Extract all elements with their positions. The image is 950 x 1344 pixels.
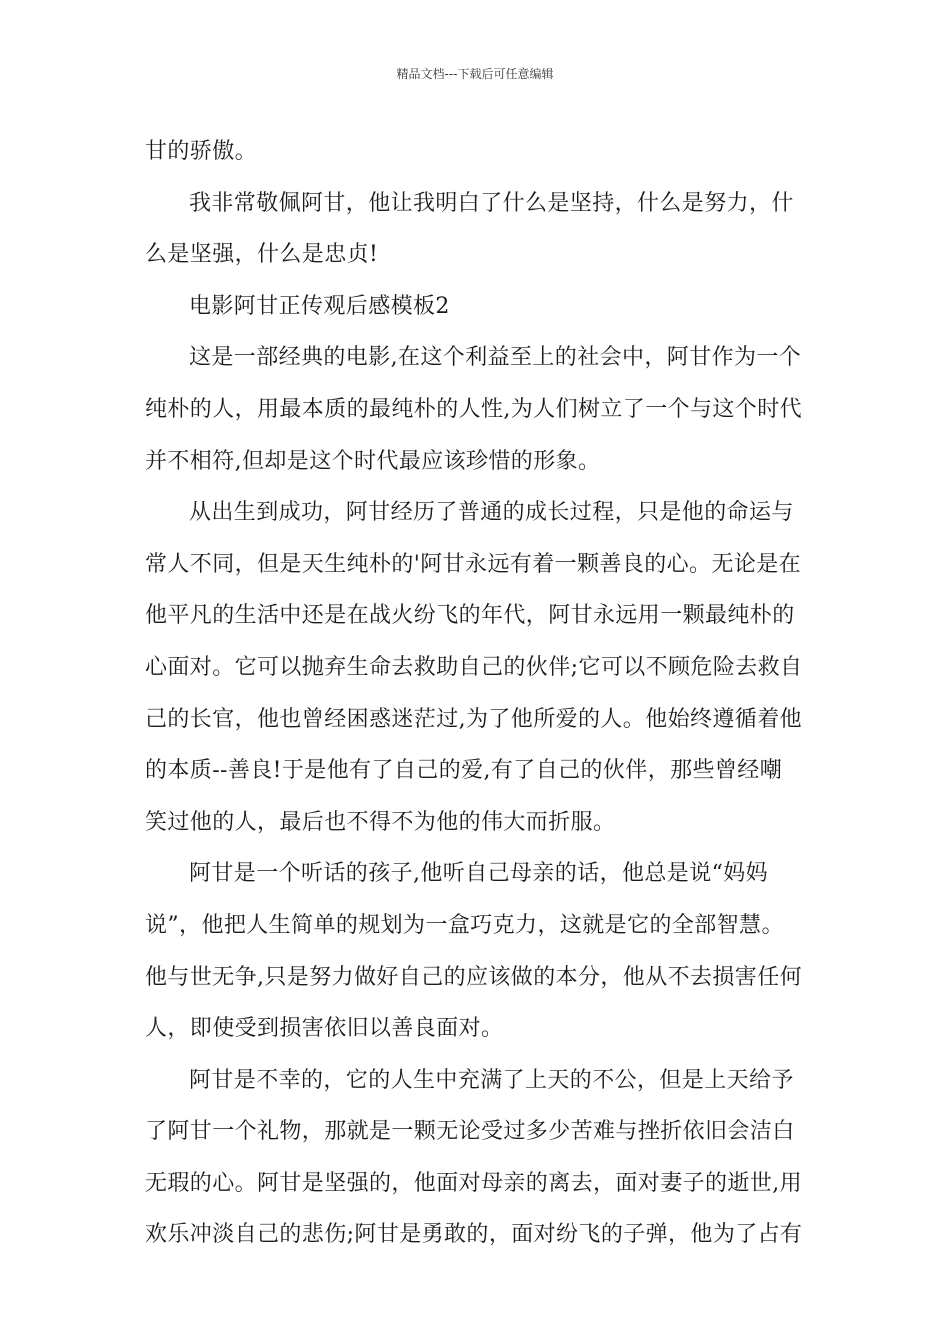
text-line: 无瑕的心。阿甘是坚强的，他面对母亲的离去，面对妻子的逝世,用 (145, 1170, 802, 1196)
paragraph-line: 从出生到成功，阿甘经历了普通的成长过程，只是他的命运与 (189, 500, 794, 526)
text-line: 笑过他的人，最后也不得不为他的伟大而折服。 (145, 809, 616, 835)
paragraph-line: 阿甘是一个听话的孩子,他听自己母亲的话，他总是说“妈妈 (189, 861, 769, 887)
text-line: 么是坚强，什么是忠贞! (145, 242, 379, 268)
paragraph-line: 我非常敬佩阿甘，他让我明白了什么是坚持，什么是努力，什 (189, 190, 794, 216)
paragraph-line: 这是一部经典的电影,在这个利益至上的社会中，阿甘作为一个 (189, 345, 802, 371)
section-title: 电影阿甘正传观后感模板2 (189, 293, 450, 319)
text-line: 说”，他把人生简单的规划为一盒巧克力，这就是它的全部智慧。 (145, 912, 784, 938)
paragraph-line: 阿甘是不幸的，它的人生中充满了上天的不公，但是上天给予 (189, 1067, 794, 1093)
page-header: 精品文档---下载后可任意编辑 (396, 67, 554, 81)
text-line: 他平凡的生活中还是在战火纷飞的年代，阿甘永远用一颗最纯朴的 (145, 603, 795, 629)
text-line: 纯朴的人，用最本质的最纯朴的人性,为人们树立了一个与这个时代 (145, 396, 802, 422)
text-line: 的本质--善良!于是他有了自己的爱,有了自己的伙伴，那些曾经嘲 (145, 758, 783, 784)
text-line: 甘的骄傲。 (145, 139, 258, 164)
text-line: 并不相符,但却是这个时代最应该珍惜的形象。 (145, 448, 601, 474)
text-line: 欢乐冲淡自己的悲伤;阿甘是勇敢的，面对纷飞的子弹，他为了占有 (145, 1222, 803, 1248)
text-line: 人，即使受到损害依旧以善良面对。 (145, 1016, 504, 1042)
text-line: 常人不同，但是天生纯朴的'阿甘永远有着一颗善良的心。无论是在 (145, 551, 802, 577)
text-line: 他与世无争,只是努力做好自己的应该做的本分，他从不去损害任何 (145, 964, 802, 990)
document-body (145, 126, 807, 1261)
text-line: 了阿甘一个礼物，那就是一颗无论受过多少苦难与挫折依旧会洁白 (145, 1119, 795, 1145)
text-line: 己的长官，他也曾经困惑迷茫过,为了他所爱的人。他始终遵循着他 (145, 706, 802, 732)
text-line: 心面对。它可以抛弃生命去救助自己的伙伴;它可以不顾危险去救自 (145, 654, 803, 680)
